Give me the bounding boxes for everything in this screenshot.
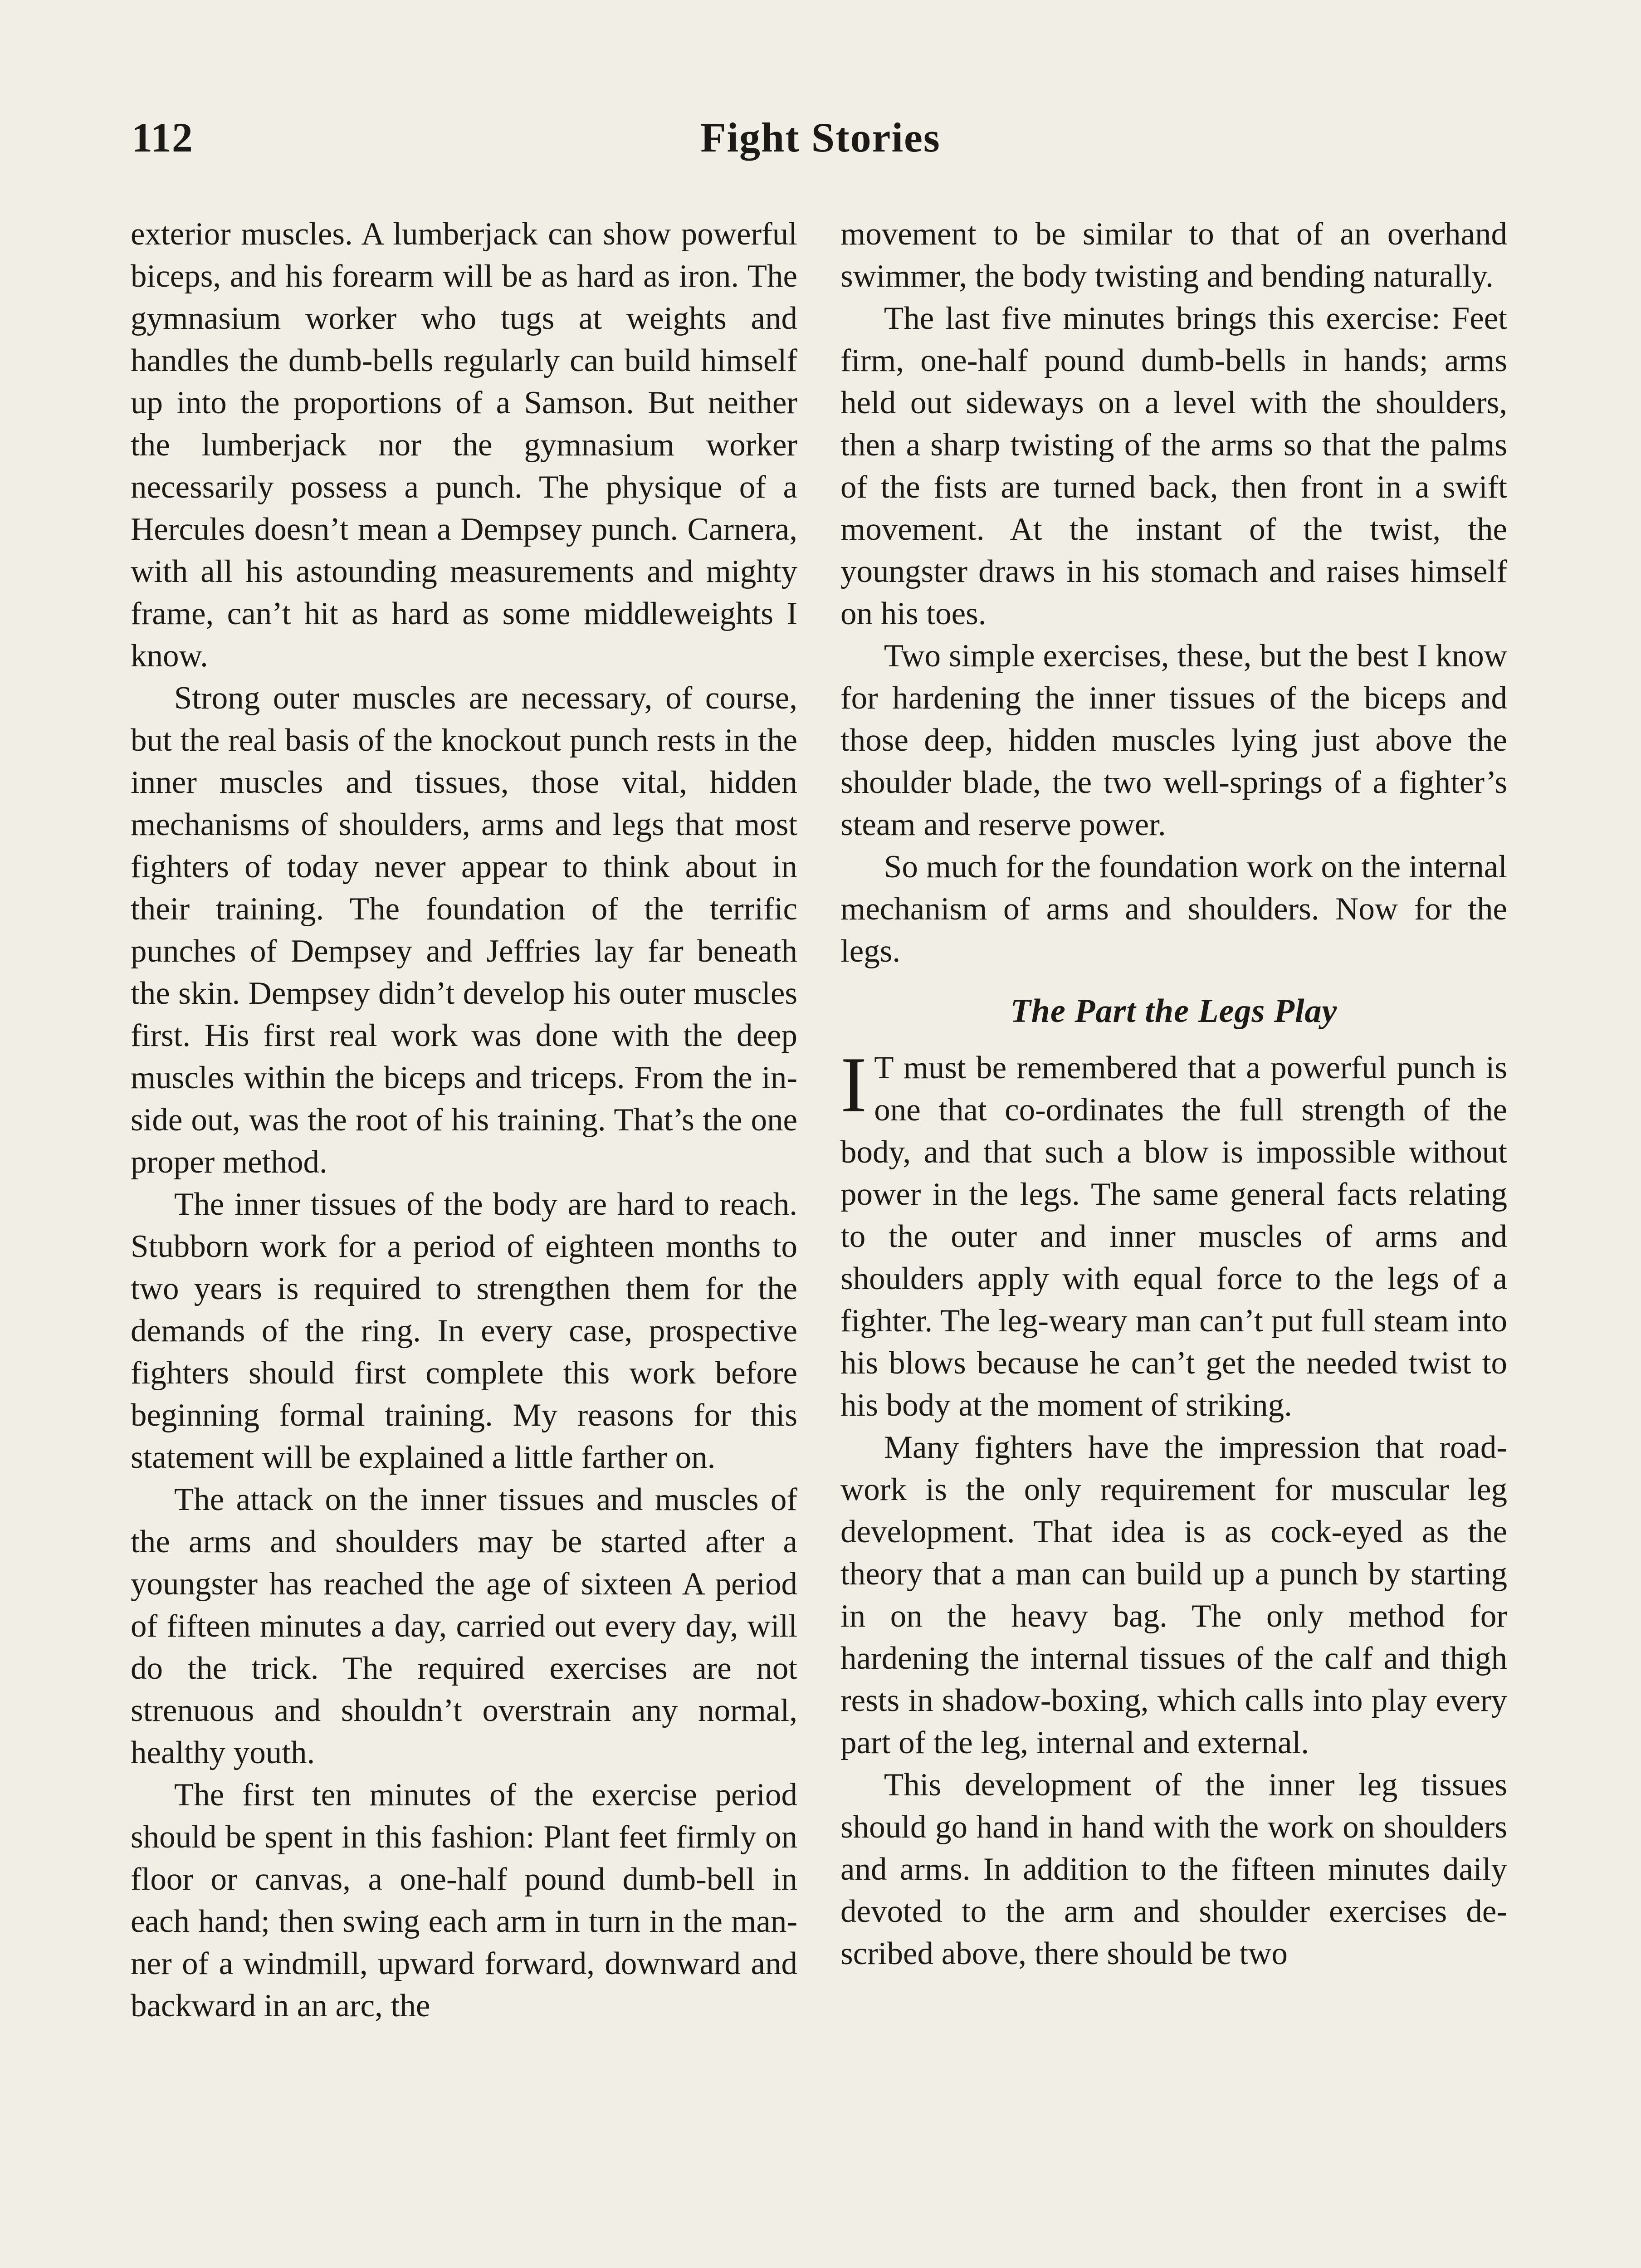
- article-paragraph: Strong outer muscles are necessary, of course, but the real basis of the knockout punch rests in the inner muscles and tissues, those vital, hidden mechanisms of shoulders, arms and legs that most fighters of today never appear to think about in their training. The foundation of the terrific punches of Dempsey and Jeffries lay far beneath the skin. Dempsey didn’t develop his outer muscles first. His first real work was done with the deep muscles within the biceps and triceps. From the inside out, was the root of his training. That’s the one proper method.: [131, 680, 797, 1180]
- article-paragraph: This development of the inner leg tissues should go hand in hand with the work on shoulders and arms. In addition to the fifteen minutes daily devoted to the arm and shoulder exercises described above, there should be two: [840, 1767, 1507, 1971]
- section-subheading: The Part the Legs Play: [1010, 992, 1338, 1030]
- running-head: [132, 113, 1509, 172]
- article-paragraph: The inner tissues of the body are hard to reach. Stubborn work for a period of eighteen months to two years is required to strengthen them for the demands of the ring. In every case, prospective fighters should first complete this work before beginning formal training. My reasons for this statement will be explained a little farther on.: [131, 1187, 797, 1475]
- left-column: [131, 213, 797, 2027]
- dropcap-paragraph-text: T must be remembered that a powerful punch is one that co-ordinates the full strength of the body, and that such a blow is impossible without power in the legs. The same general facts relating to the outer and inner muscles of arms and shoulders apply with equal force to the legs of a fighter. The leg-weary man can’t put full steam into his blows because he can’t get the needed twist to his body at the moment of striking.: [840, 1050, 1507, 1423]
- article-paragraph: exterior muscles. A lumberjack can show powerful biceps, and his forearm will be as hard as iron. The gymnasium worker who tugs at weights and handles the dumb-bells regularly can build himself up into the proportions of a Samson. But neither the lumberjack nor the gymnasium worker necessarily possess a punch. The physique of a Hercules doesn’t mean a Dempsey punch. Carnera, with all his astounding measurements and mighty frame, can’t hit as hard as some middleweights I know.: [131, 216, 797, 674]
- magazine-title: Fight Stories: [700, 114, 941, 161]
- article-paragraph: The attack on the inner tissues and muscles of the arms and shoulders may be started after a youngster has reached the age of sixteen A period of fifteen minutes a day, carried out every day, will do the trick. The required exercises are not strenuous and shouldn’t overstrain any normal, healthy youth.: [131, 1482, 797, 1770]
- article-paragraph: So much for the foundation work on the internal mechanism of arms and shoulders. Now for the legs.: [840, 849, 1507, 969]
- article-paragraph: The first ten minutes of the exercise period should be spent in this fashion: Plant feet firmly on floor or canvas, a one-half pound dumb-bell in each hand; then swing each arm in turn in the manner of a windmill, upward forward, downward and backward in an arc, the: [131, 1777, 797, 2024]
- article-paragraph: Many fighters have the impression that road-work is the only requirement for muscular leg development. That idea is as cock-eyed as the theory that a man can build up a punch by starting in on the heavy bag. The only method for hardening the internal tissues of the calf and thigh rests in shadow-boxing, which calls into play every part of the leg, internal and external.: [840, 1430, 1507, 1760]
- page-number: 112: [132, 114, 193, 161]
- dropcap-paragraph: [840, 1041, 1507, 1427]
- drop-cap: I: [840, 1041, 867, 1129]
- right-column: [840, 213, 1507, 1975]
- article-paragraph: The last five minutes brings this exercise: Feet firm, one-half pound dumb-bells in hands; arms held out sideways on a level with the shoulders, then a sharp twisting of the arms so that the palms of the fists are turned back, then front in a swift movement. At the instant of the twist, the youngster draws in his stomach and raises himself on his toes.: [840, 301, 1507, 631]
- article-paragraph: movement to be similar to that of an overhand swimmer, the body twisting and bending naturally.: [840, 216, 1507, 294]
- article-paragraph: Two simple exercises, these, but the best I know for hardening the inner tissues of the biceps and those deep, hidden muscles lying just above the shoulder blade, the two well-springs of a fighter’s steam and reserve power.: [840, 638, 1507, 842]
